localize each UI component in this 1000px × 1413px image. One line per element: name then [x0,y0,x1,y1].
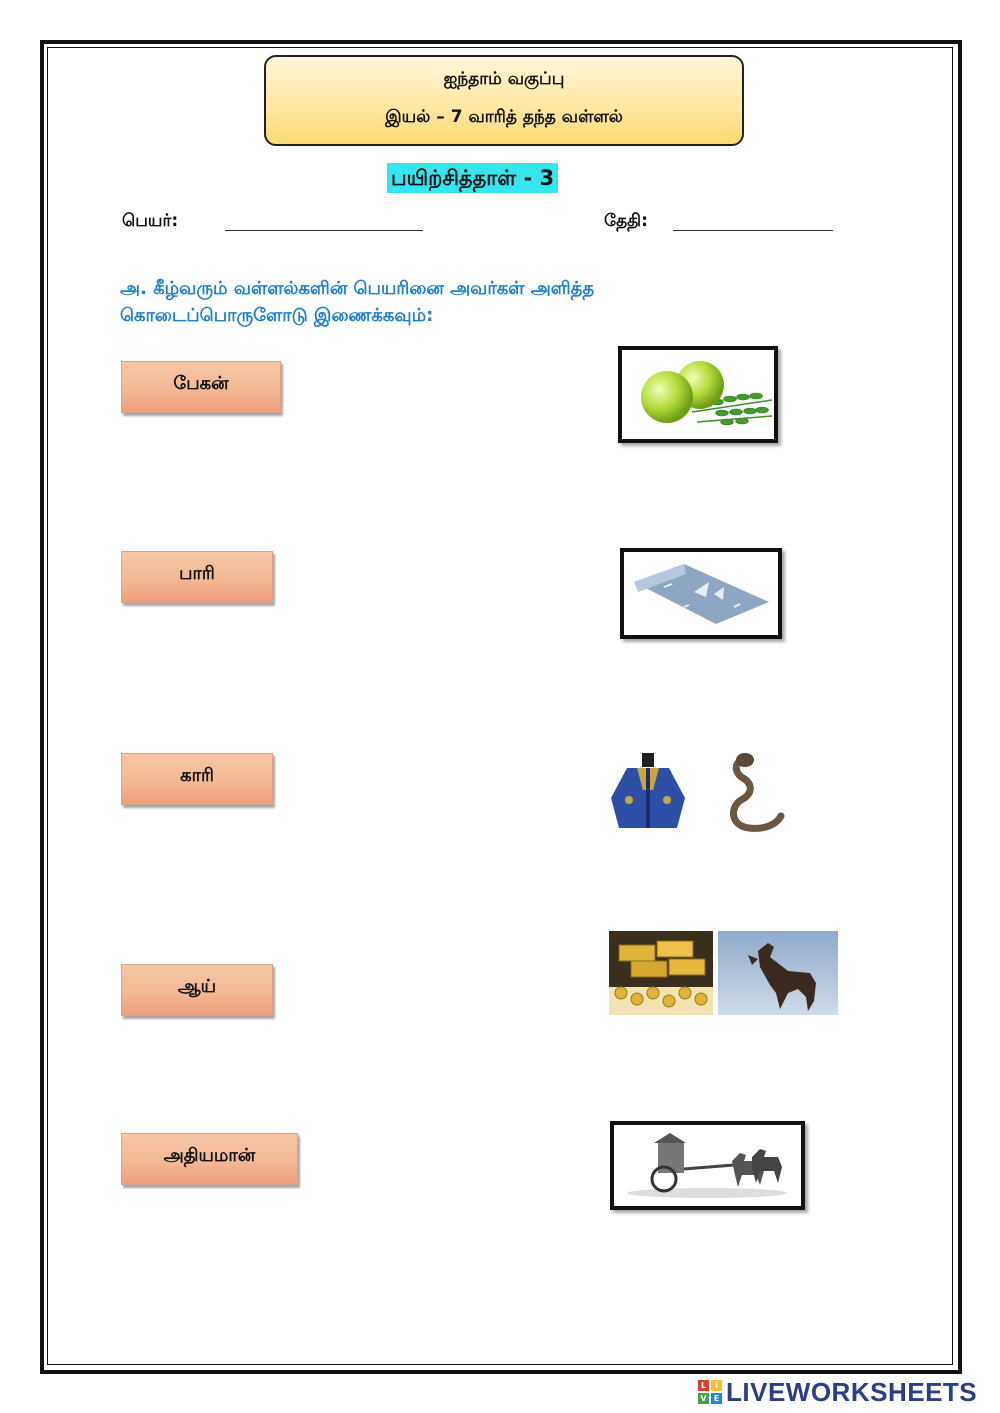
robe-image[interactable] [607,750,689,832]
logo-blocks [698,1380,722,1404]
instruction-line-2: கொடைப்பொருளோடு இணைக்கவும்: [120,305,434,326]
name-box-athiyaman[interactable]: அதியமான் [121,1133,298,1185]
name-box-aai[interactable]: ஆய் [121,964,273,1016]
logo-block-i: I [711,1380,722,1391]
logo-block-v: V [698,1393,709,1404]
name-field[interactable] [225,230,423,231]
date-label: தேதி: [604,211,648,231]
header-box [264,55,744,146]
liveworksheets-logo[interactable] [698,1376,977,1408]
name-box-pegan[interactable]: பேகன் [121,361,281,413]
sheet-title: பயிற்சித்தாள் - 3 [387,163,558,193]
snake-icon [713,750,785,835]
date-field[interactable] [673,230,833,231]
instruction-line-1: அ. கீழ்வரும் வள்ளல்களின் பெயரினை அவர்கள் அளித்த [120,278,595,299]
grade-text: ஐந்தாம் வகுப்பு [443,69,565,89]
name-label: பெயர்: [122,211,179,231]
instruction [120,275,760,329]
chariot-icon [614,1125,801,1206]
horse-image[interactable] [718,931,838,1015]
logo-block-e: E [711,1393,722,1404]
shawl-image[interactable] [620,548,782,639]
chariot-image[interactable] [610,1121,805,1210]
gooseberry-image[interactable] [618,346,778,443]
chapter-text: இயல் – 7 வாரித் தந்த வள்ளல் [385,107,623,127]
name-box-paari[interactable]: பாரி [121,551,273,603]
gold-icon [609,931,713,1015]
name-box-kaari[interactable]: காரி [121,753,273,805]
gooseberry-icon [622,350,774,439]
logo-block-l: L [698,1380,709,1391]
shawl-icon [624,552,778,635]
robe-icon [607,750,689,832]
gold-image[interactable] [609,931,713,1015]
horse-icon [718,931,838,1015]
snake-image[interactable] [713,750,785,835]
brand-text: LIVEWORKSHEETS [726,1376,978,1407]
